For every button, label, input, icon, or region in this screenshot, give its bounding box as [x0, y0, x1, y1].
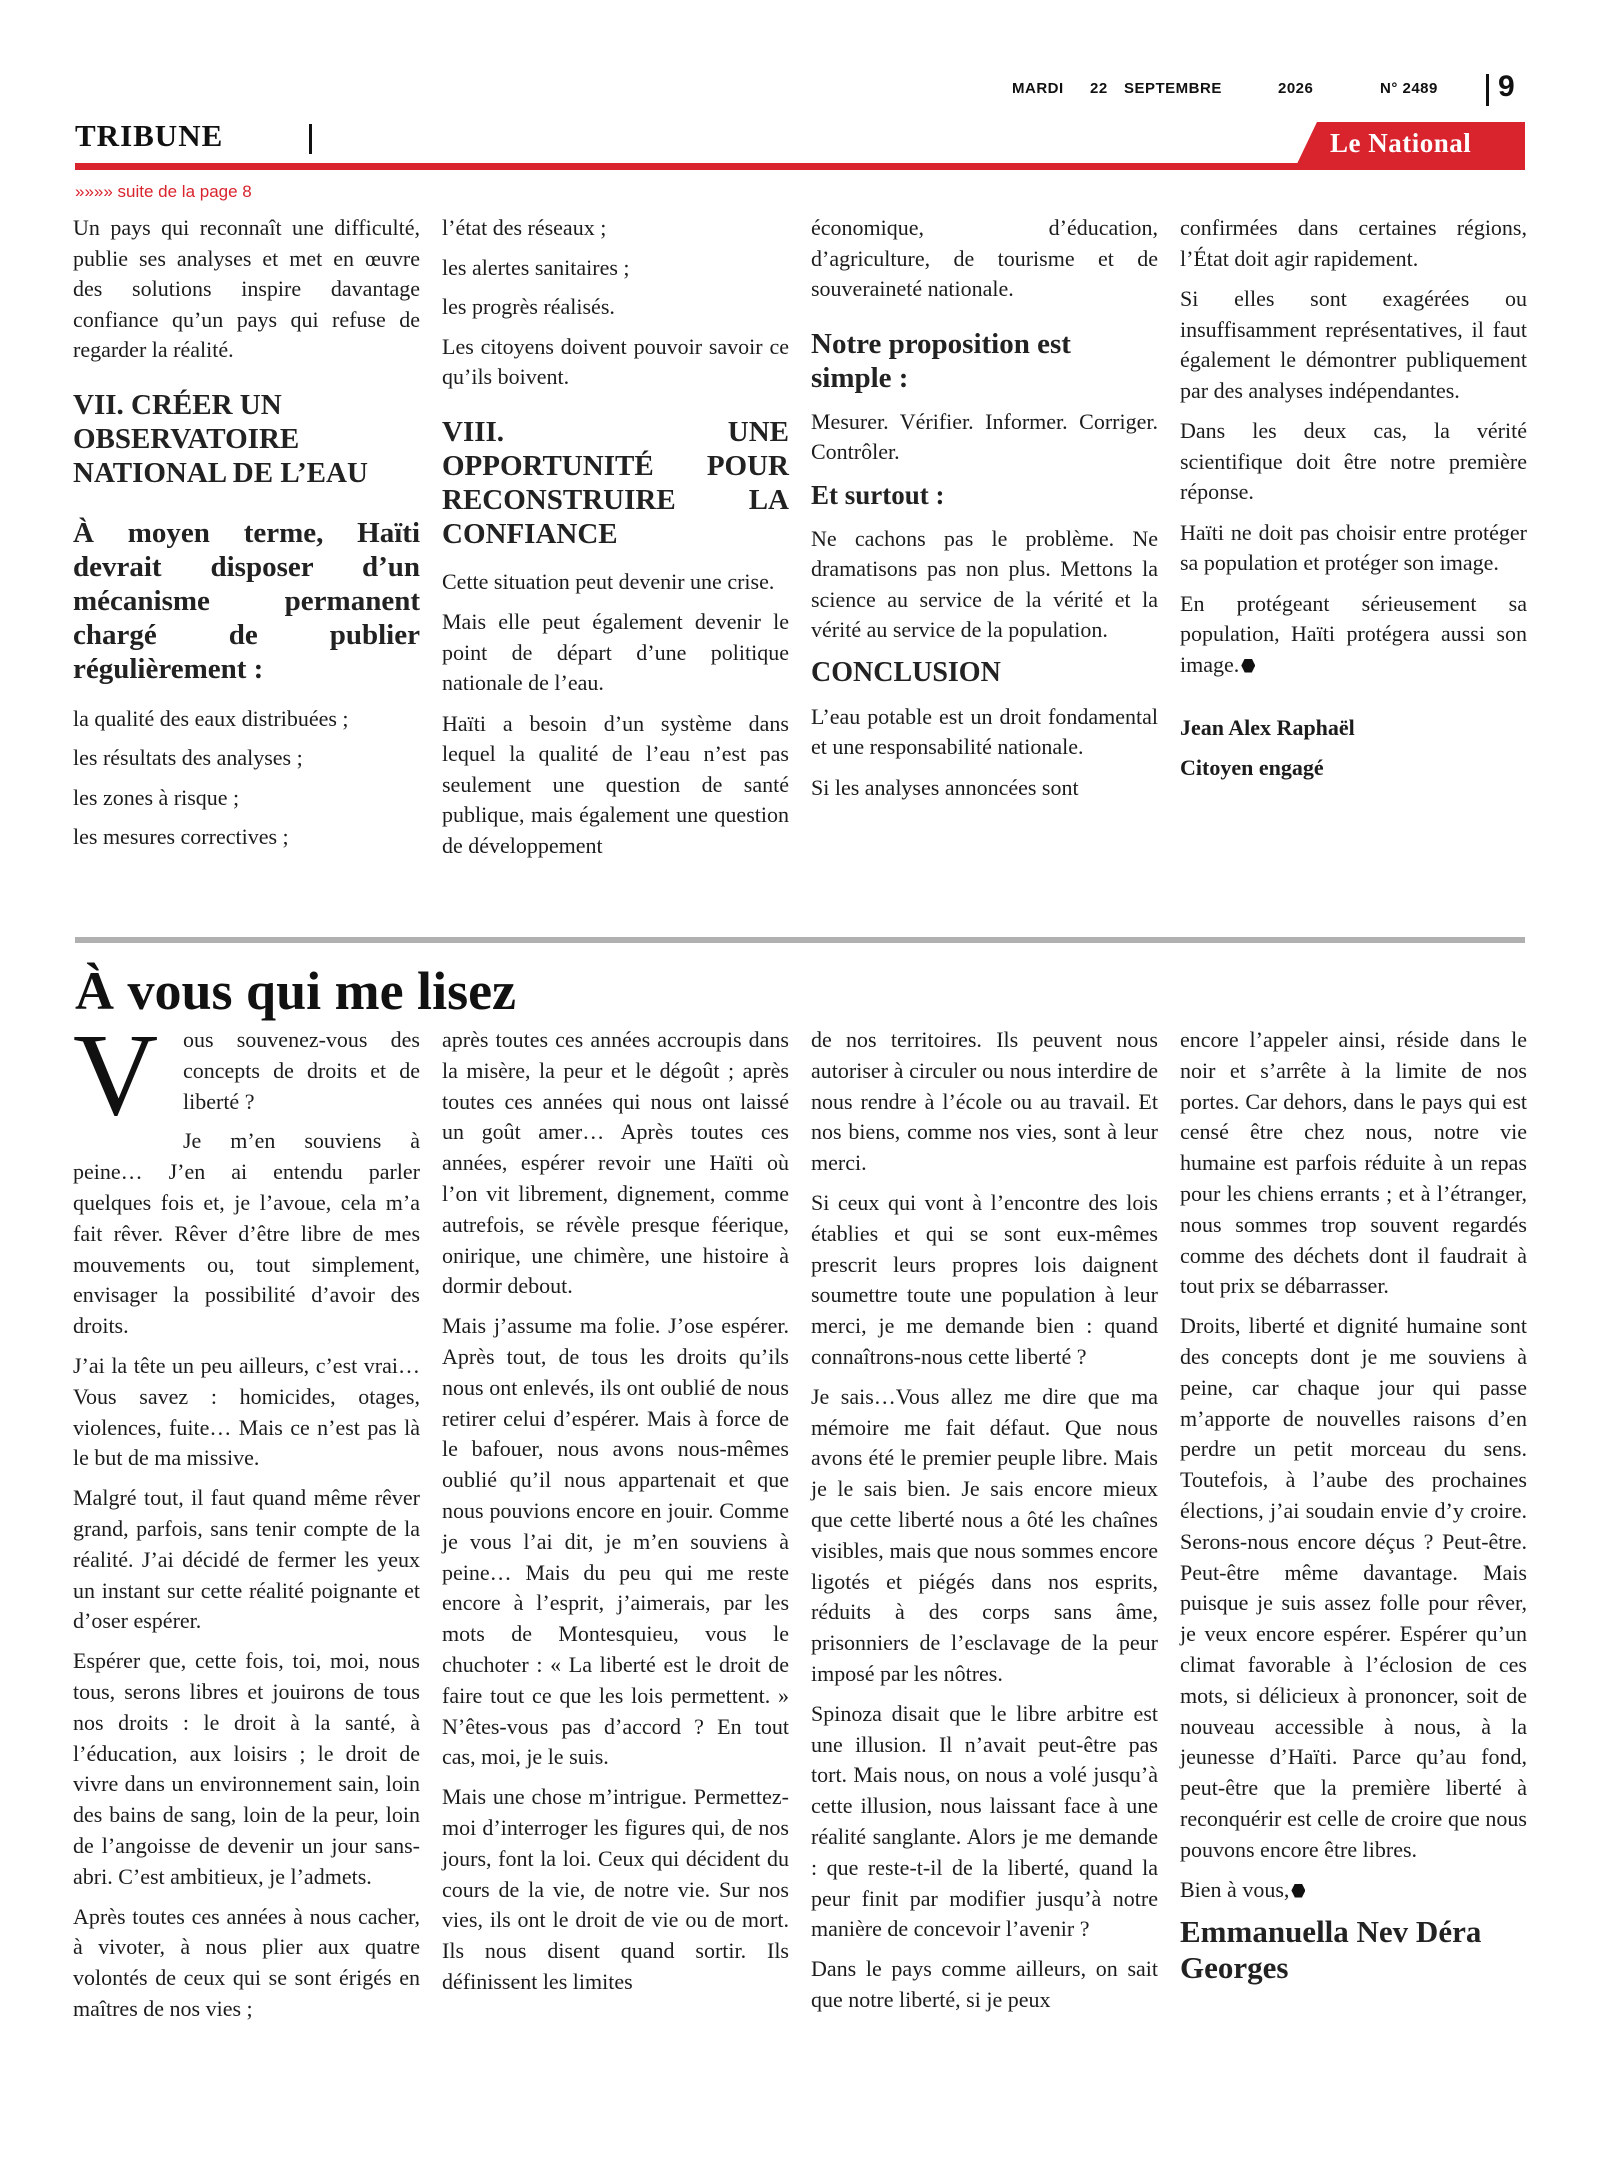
letter-paragraph: Spinoza disait que le libre arbitre est une illusion. Il n’avait peut-être pas tort. Mais nous, on nous a volé jusqu’à cette illusion, nous laissant face à une réalité sanglante. Alors je me demande : que reste-t-il de la liberté, quand la peur finit par modifier jusqu’à notre manière de concevoir l’avenir ?: [811, 1700, 1158, 1942]
list-item: l’état des réseaux ;: [442, 215, 607, 240]
tribune-paragraph: Haïti ne doit pas choisir entre protéger sa population et protéger son image.: [1180, 519, 1527, 575]
tribune-paragraph: Les citoyens doivent pouvoir savoir ce qu’ils boivent.: [442, 333, 789, 389]
list-item: les alertes sanitaires ;: [442, 254, 630, 280]
tribune-paragraph: L’eau potable est un droit fondamental et une responsabilité nationale.: [811, 703, 1158, 759]
letter-paragraph: [1180, 1875, 1527, 1906]
letter-paragraph: Malgré tout, il faut quand même rêver grand, parfois, sans tenir compte de la réalité. J’ai décidé de fermer les yeux un instant sur cette réalité poignante et d’oser espérer.: [73, 1485, 420, 1634]
article-divider: [75, 937, 1525, 943]
letter-paragraph: Mais j’assume ma folie. J’ose espérer. Après tout, de tous les droits qu’ils nous ont enlevés, ils ont oublié de nous retirer celui d’espérer. Mais à force de le bafouer, nous avons nous-mêmes oublié qu’il nous appartenait et que nous pouvions encore en jouir. Comme je vous l’ai dit, je m’en souviens à peine… Mais du peu qui me reste encore à l’esprit, j’aimerais, par les mots de Montesquieu, vous le chuchoter : « La liberté est le droit de faire tout ce que les lois permettent. » N’êtes-vous pas d’accord ? En tout cas, moi, je le suis.: [442, 1313, 789, 1770]
tribune-paragraph: Ne cachons pas le problème. Ne dramatisons pas non plus. Mettons la science au service de la vérité et la vérité au service de la population.: [811, 525, 1158, 642]
end-of-article-icon: [1291, 1884, 1305, 1898]
heading-et-surtout: Et surtout :: [811, 479, 945, 510]
letter-paragraph: Si ceux qui vont à l’encontre des lois établies et qui se sont eux-mêmes prescrit leurs propres lois daignent soumettre toute une population à leur merci, je me demande bien : quand connaîtrons-nous cette liberté ?: [811, 1189, 1158, 1369]
heading-proposition: Notre proposition est simple :: [811, 327, 1071, 394]
tribune-paragraph: confirmées dans certaines régions, l’État doit agir rapidement.: [1180, 215, 1527, 271]
letter-paragraph: Dans le pays comme ailleurs, on sait que notre liberté, si je peux: [811, 1956, 1158, 2012]
author-role: Citoyen engagé: [1180, 755, 1324, 780]
letter-paragraph: Droits, liberté et dignité humaine sont des concepts dont je me souviens à peine, car chaque jour qui passe m’apporte de nouvelles raisons d’en perdre un petit morceau du sens. Toutefois, à l’aube des prochaines élections, j’ai soudain envie d’y croire. Serons-nous encore déçus ? Peut-être. Peut-être même davantage. Mais puisque je suis assez folle pour rêver, je veux encore espérer. Espérer qu’un climat favorable à l’éclosion de ces mots, si délicieux à prononcer, soit de nouveau accessible à nous, à la jeunesse d’Haïti. Parce qu’au fond, peut-être que la première liberté à reconquérir est celle de croire que nous pouvons encore être libres.: [1180, 1313, 1527, 1862]
tribune-paragraph: économique, d’éducation, d’agriculture, de tourisme et de souveraineté nationale.: [811, 215, 1158, 301]
section-title-divider: [309, 124, 312, 154]
letter-paragraph: Espérer que, cette fois, toi, moi, nous tous, serons libres et jouirons de tous nos droits : le droit à la santé, à l’éducation, aux loisirs ; le droit de vivre dans un environnement sain, loin des bains de sang, loin de la peur, loin de l’angoisse de devenir un jour sans-abri. C’est ambitieux, je l’admets.: [73, 1648, 420, 1889]
page-number-divider: [1486, 74, 1489, 106]
tribune-paragraph: Dans les deux cas, la vérité scientifique doit être notre première réponse.: [1180, 418, 1527, 504]
author-name: Jean Alex Raphaël: [1180, 715, 1355, 740]
letter-paragraph: après toutes ces années accroupis dans la misère, la peur et le dégoût ; après toutes ces années qui nous ont laissé un goût amer… Après toutes ces années, espérer revoir une Haïti où l’on vit librement, dignement, comme autrefois, se révèle presque féerique, onirique, une chimère, une histoire à dormir debout.: [442, 1027, 789, 1299]
brand-name: Le National: [1330, 128, 1472, 158]
letter-paragraph: de nos territoires. Ils peuvent nous autoriser à circuler ou nous interdire de nous rendre à l’école ou au travail. Et nos biens, comme nos vies, sont à leur merci.: [811, 1027, 1158, 1176]
letter-paragraph: Mais une chose m’intrigue. Permettez-moi d’interroger les figures qui, de nos jours, font la loi. Ceux qui décident du cours de la vie, de notre vie. Sur nos vies, ils ont le droit de vie ou de mort. Ils nous disent quand sortir. Ils définissent les limites: [442, 1784, 789, 1994]
letter-paragraph: J’ai la tête un peu ailleurs, c’est vrai… Vous savez : homicides, otages, violences, fuite… Mais ce n’est pas là le but de ma missive.: [73, 1352, 420, 1471]
letter-paragraph: Je m’en souviens à peine… J’en ai entendu parler quelques fois et, je l’avoue, cela m’a fait rêver. Rêver d’être libre de mes mouvements ou, tout simplement, envisager la possibilité d’avoir des droits.: [73, 1128, 420, 1339]
heading-conclusion: CONCLUSION: [811, 656, 1001, 688]
header-month: SEPTEMBRE: [1124, 80, 1222, 97]
tribune-subheading: À moyen terme, Haïti devrait disposer d’un mécanisme permanent chargé de publier régulièrement :: [73, 516, 420, 685]
list-item: les zones à risque ;: [73, 784, 240, 810]
tribune-column-3: [811, 213, 1158, 813]
list-item: les progrès réalisés.: [442, 294, 615, 319]
letter-column-4: [1180, 1025, 1527, 1996]
continuation-note: »»»» suite de la page 8: [75, 182, 252, 201]
article-title: À vous qui me lisez: [75, 961, 517, 1021]
tribune-column-2: [442, 213, 789, 871]
header-day: MARDI: [1012, 80, 1064, 97]
tribune-paragraph: Mais elle peut également devenir le point de départ d’une politique nationale de l’eau.: [442, 609, 789, 695]
header-date-number: 22: [1090, 80, 1108, 97]
letter-paragraph: encore l’appeler ainsi, réside dans le noir et s’arrête à la limite de nos portes. Car dehors, dans le pays qui est censé être chez nous, notre vie humaine est parfois réduite à un repas pour les chiens errants ; et à l’étranger, nous sommes trop souvent regardés comme des déchets dont il faudrait à tout prix se débarrasser.: [1180, 1027, 1527, 1299]
header-issue-number: N° 2489: [1380, 80, 1438, 97]
tribune-column-1: [73, 213, 420, 862]
list-item: la qualité des eaux distribuées ;: [73, 705, 349, 731]
tribune-paragraph: Cette situation peut devenir une crise.: [442, 568, 775, 594]
tribune-paragraph: Un pays qui reconnaît une difficulté, publie ses analyses et met en œuvre des solutions inspire davantage confiance qu’un pays qui refuse de regarder la réalité.: [73, 215, 420, 362]
tribune-paragraph: Mesurer. Vérifier. Informer. Corriger. Contrôler.: [811, 408, 1158, 464]
letter-paragraph: Je sais…Vous allez me dire que ma mémoire me fait défaut. Que nous avons été le premier peuple libre. Mais je le sais bien. Je sais encore mieux que cette liberté nous a ôté les chaînes visibles, mais que nous sommes encore ligotés et piégés dans nos esprits, réduits à des corps sans âme, prisonniers de l’esclavage de la peur imposé par les nôtres.: [811, 1383, 1158, 1686]
tribune-paragraph: Si les analyses annoncées sont: [811, 774, 1079, 800]
section-heading-viii: VIII. UNE OPPORTUNITÉ POUR RECONSTRUIRE LA CONFIANCE: [442, 415, 789, 550]
list-item: les mesures correctives ;: [73, 824, 289, 849]
section-heading-vii: VII. CRÉER UN OBSERVATOIRE NATIONAL DE L’EAU: [73, 388, 368, 489]
header-year: 2026: [1278, 80, 1314, 97]
drop-cap: V: [73, 1009, 159, 1140]
end-of-article-icon: [1241, 659, 1255, 673]
list-item: les résultats des analyses ;: [73, 745, 303, 770]
letter-column-2: [442, 1025, 789, 2007]
letter-author: Emmanuella Nev Déra Georges: [1180, 1914, 1482, 1986]
tribune-column-4: [1180, 213, 1527, 788]
closing-salutation: Bien à vous,: [1180, 1876, 1290, 1902]
letter-paragraph: Après toutes ces années à nous cacher, à vivoter, à nous plier aux quatre volontés de ceux qui se sont érigés en maîtres de nos vies ;: [73, 1903, 420, 2021]
page-number: 9: [1498, 70, 1515, 103]
tribune-paragraph: Haïti a besoin d’un système dans lequel la qualité de l’eau n’est pas seulement une question de santé publique, mais également une question de développement: [442, 710, 789, 858]
letter-column-3: [811, 1025, 1158, 2025]
letter-paragraph: ous souvenez-vous des concepts de droits et de liberté ?: [183, 1027, 420, 1114]
closing-text: En protégeant sérieusement sa population, Haïti protégera aussi son image.: [1180, 590, 1527, 677]
letter-column-1: [73, 1009, 420, 2034]
section-title: TRIBUNE: [75, 118, 224, 153]
tribune-paragraph: Si elles sont exagérées ou insuffisamment représentatives, il faut également le démontrer publiquement par des analyses indépendantes.: [1180, 286, 1527, 403]
tribune-paragraph: [1180, 589, 1527, 681]
